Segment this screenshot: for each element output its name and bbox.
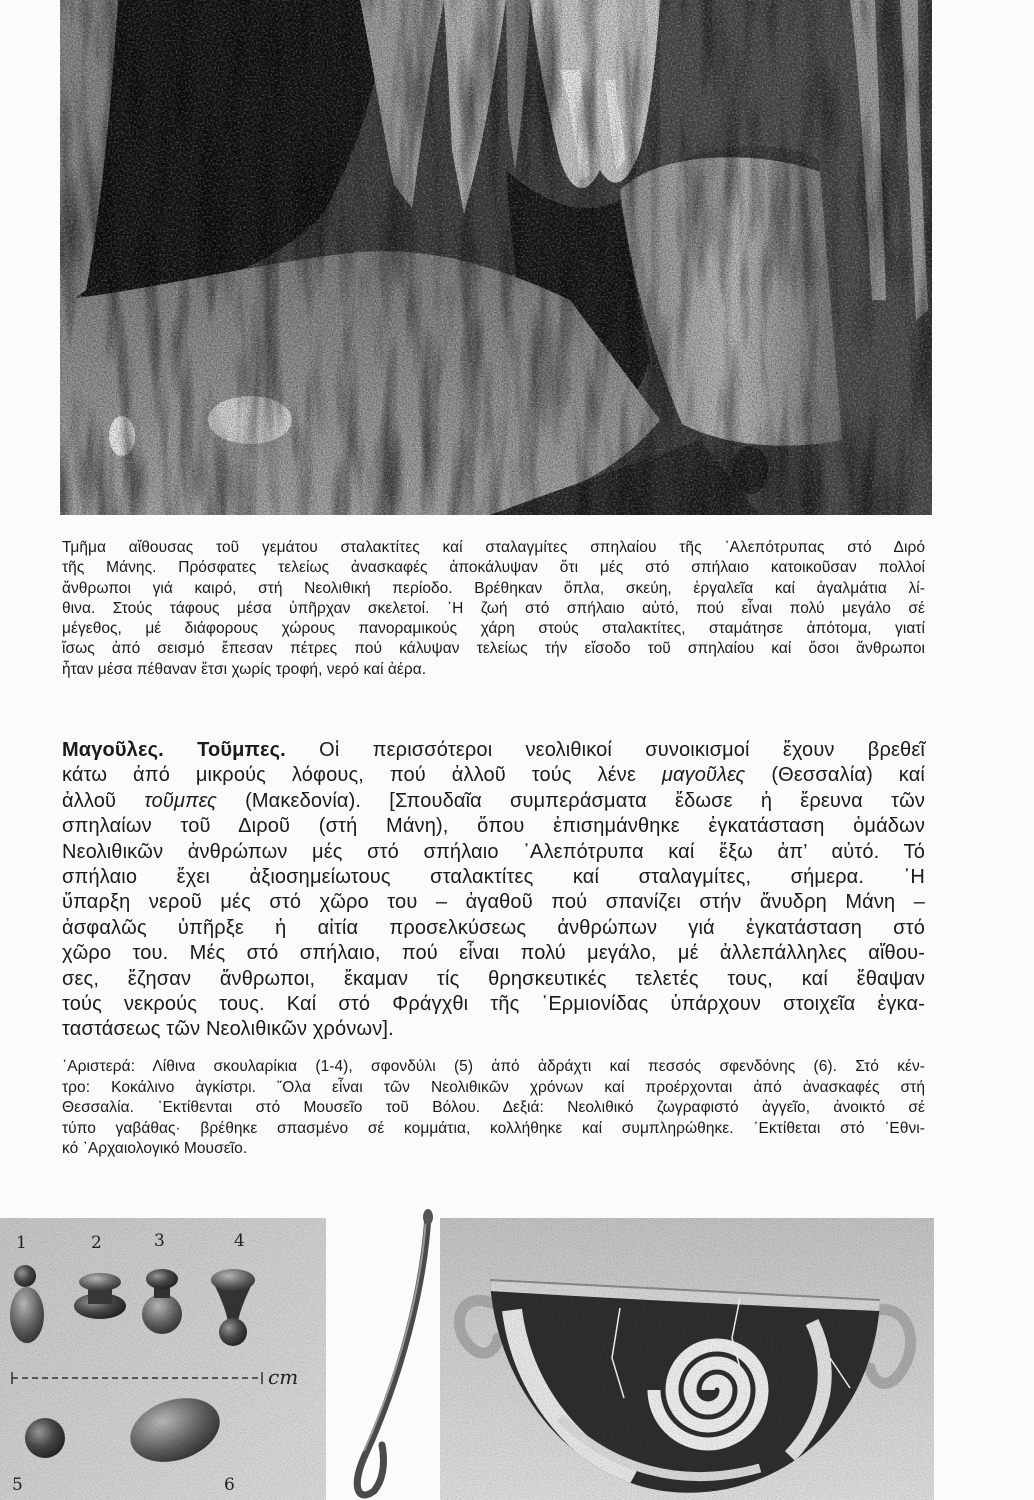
- bone-hook-photo: [328, 1205, 440, 1500]
- line-text: κάτω ἀπό μικρούς λόφους, πού ἀλλοῦ τούς λένε: [62, 764, 662, 787]
- section-heading: Μαγοῦλες. Τοῦμπες.: [62, 739, 286, 761]
- caption-line: θινα. Στούς τάφους μέσα ὑπῆρχαν σκελετοί. ῾Η ζωή στό σπήλαιο αὐτό, πού εἶναι πολύ μεγάλο σέ: [62, 599, 925, 617]
- caption-line: τῆς Μάνης. Πρόσφατες τελείως ἀνασκαφές ἀποκάλυψαν ὅτι μές στό σπήλαιο κατοικοῦσαν πολλοί: [62, 559, 925, 577]
- caption-line: ἦταν μέσα πέθαναν ἔτσι χωρίς τροφή, νερό καί ἀέρα.: [62, 660, 427, 678]
- paragraph-line: [62, 789, 925, 814]
- line-text: ἀλλοῦ: [62, 789, 145, 812]
- item-label-3: 3: [154, 1231, 165, 1251]
- caption-line: Τμῆμα αἴθουσας τοῦ γεμάτου σταλακτίτες καί σταλαγμίτες σπηλαίου τῆς ᾿Αλεπότρυπας στό Διρό: [62, 539, 925, 556]
- paragraph-line: ταστάσεως τῶν Νεολιθικῶν χρόνων].: [62, 1018, 394, 1041]
- item-label-6: 6: [224, 1475, 235, 1495]
- item-label-2: 2: [91, 1233, 102, 1253]
- body-paragraph: [62, 738, 925, 1043]
- finds-caption: [62, 1057, 925, 1160]
- line-text: (Θεσσαλία) καί: [745, 764, 925, 787]
- scale-unit-label: cm: [268, 1365, 299, 1389]
- caption-line: ᾿Αριστερά: Λίθινα σκουλαρίκια (1-4), σφονδύλι (5) ἀπό ἀδράχτι καί πεσσός σφενδόνης (6). Στό κέν-: [62, 1058, 925, 1075]
- caption-line: κό ᾿Αρχαιολογικό Μουσεῖο.: [62, 1140, 248, 1157]
- caption-line: Θεσσαλία. ᾿Εκτίθενται στό Μουσεῖο τοῦ Βόλου. Δεξιά: Νεολιθικό ζωγραφιστό ἀγγεῖο, ἀνοικτό σέ: [62, 1099, 925, 1116]
- paragraph-line: σπηλαίων τοῦ Διροῦ (στή Μάνη), ὅπου ἐπισημάνθηκε ἐγκατάσταση ὁμάδων: [62, 815, 925, 838]
- stone-finds-photo: [0, 1218, 326, 1500]
- term-toumbes: τοῦμπες: [144, 789, 217, 812]
- caption-line: τύπο γαβάθας· βρέθηκε σπασμένο σέ κομμάτια, κολλήθηκε καί συμπληρώθηκε. ᾿Εκτίθεται στό ᾿Εθνι-: [62, 1119, 925, 1137]
- paragraph-line: σες, ἔζησαν ἄνθρωποι, ἔκαμαν τίς θρησκευτικές τελετές τους, καί ἔθαψαν: [62, 967, 925, 990]
- painted-bowl-photo: [440, 1218, 934, 1500]
- caption-line: τρο: Κοκάλινο ἀγκίστρι. ῞Ολα εἶναι τῶν Νεολιθικῶν χρόνων καί προέρχονται ἀπό ἀνασκαφές στή: [62, 1078, 925, 1096]
- bone-hook: [357, 1209, 433, 1495]
- caption-line: μέγεθος, μέ διάφορους χώρους πανοραμικούς χάρη στούς σταλακτίτες, σταμάτησε ἀπότομα, γιατί: [62, 620, 925, 638]
- paragraph-line: [62, 738, 925, 763]
- paragraph-line: Νεολιθικῶν ἀνθρώπων μές στό σπήλαιο ᾿Αλεπότρυπα καί ἔξω ἀπ’ αὐτό. Τό: [62, 840, 925, 863]
- line-text: Οἱ περισσότεροι νεολιθικοί συνοικισμοί ἔχουν βρεθεῖ: [285, 739, 925, 761]
- paragraph-line: ὕπαρξη νεροῦ μές στό χῶρο του – ἀγαθοῦ πού σπανίζει στήν ἄνυδρη Μάνη –: [62, 891, 925, 914]
- item-label-1: 1: [16, 1233, 27, 1253]
- cave-photo-caption: [62, 538, 925, 680]
- paragraph-line: σπήλαιο ἔχει ἀξιοσημείωτους σταλακτίτες καί σταλαγμίτες, σήμερα. ῾Η: [62, 866, 925, 889]
- term-magoules: μαγοῦλες: [661, 764, 746, 787]
- caption-line: ἴσως ἀπό σεισμό ἔπεσαν πέτρες πού κάλυψαν τελείως τήν εἴσοδο τοῦ σπηλαίου καί ὅσοι ἄνθρωποι: [62, 640, 925, 658]
- paragraph-line: χῶρο του. Μές στό σπήλαιο, πού εἶναι πολύ μεγάλο, μέ ἀλλεπάλληλες αἴθου-: [62, 942, 925, 965]
- item-label-4: 4: [234, 1231, 245, 1251]
- cave-photo: [60, 0, 932, 515]
- paragraph-line: τούς νεκρούς τους. Καί στό Φράγχθι τῆς ῾Ερμιονίδας ὑπάρχουν στοιχεῖα ἐγκα-: [62, 993, 925, 1016]
- paragraph-line: [62, 763, 925, 788]
- paragraph-line: ἀσφαλῶς ὑπῆρξε ἡ αἰτία προσελκύσεως ἀνθρώπων γιά ἐγκατάσταση στό: [62, 916, 925, 939]
- caption-line: ἄνθρωποι γιά καιρό, στή Νεολιθική περίοδο. Βρέθηκαν ὅπλα, σκεύη, ἐργαλεῖα καί ἀγαλμάτια λί-: [62, 579, 925, 597]
- item-label-5: 5: [12, 1475, 23, 1495]
- line-text: (Μακεδονία). [Σπουδαῖα συμπεράσματα ἔδωσε ἡ ἔρευνα τῶν: [216, 789, 925, 812]
